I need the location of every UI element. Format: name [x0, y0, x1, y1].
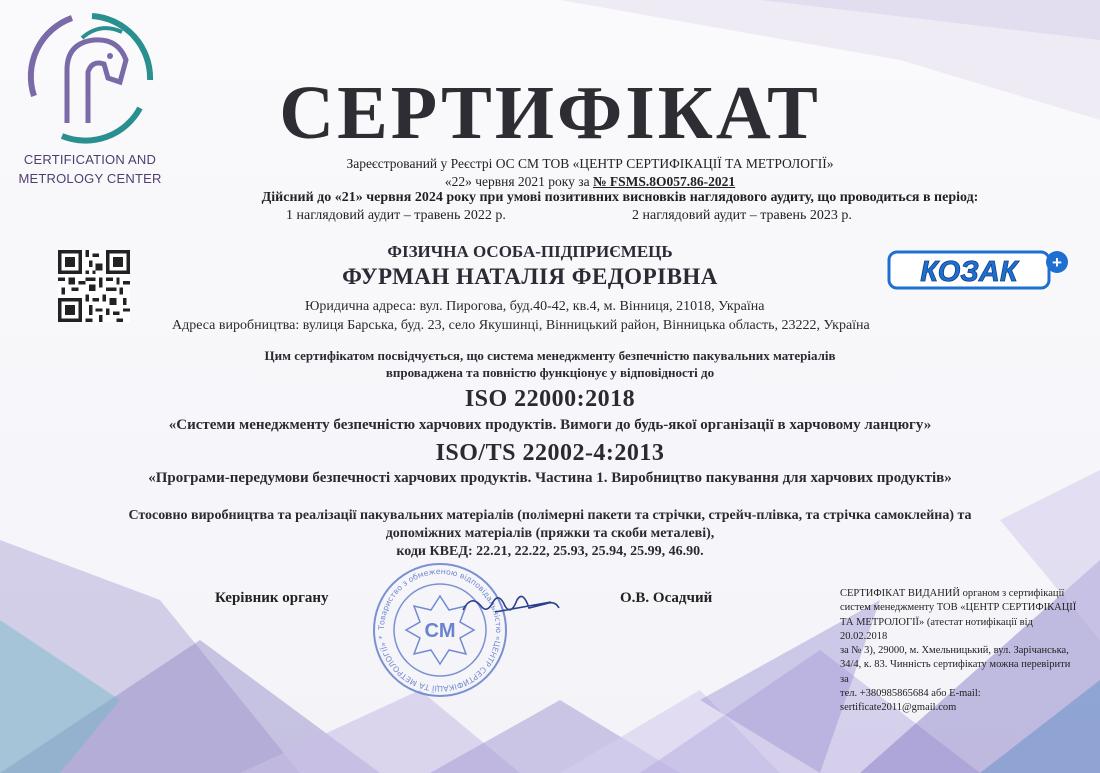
issued-by-block — [840, 587, 1080, 716]
legal-address: Юридична адреса: вул. Пирогова, буд.40-42, кв.4, м. Вінниця, 21018, Україна — [305, 299, 765, 314]
kozak-text: КОЗАК — [920, 256, 1018, 288]
audit-1: 1 наглядовий аудит – травень 2022 р. — [286, 208, 506, 223]
issued-line-7: sertificate2011@gmail.com — [840, 702, 957, 714]
entity-name: ФУРМАН НАТАЛІЯ ФЕДОРІВНА — [342, 264, 718, 289]
standard-title-1: «Системи менеджменту безпечністю харчових продуктів. Вимоги до будь-якої організації в харчовому ланцюгу» — [168, 417, 932, 433]
registration-date: «22» червня 2021 року за — [444, 174, 593, 189]
registration-line-2 — [200, 174, 980, 190]
registration-line-1: Зареєстрований у Реєстрі ОС СМ ТОВ «ЦЕНТР СЕРТИФІКАЦІЇ ТА МЕТРОЛОГІЇ» — [346, 156, 834, 171]
standard-title-2: «Програми-передумови безпечності харчових продуктів. Частина 1. Виробництво пакування для харчових продуктів» — [148, 470, 952, 486]
audit-2: 2 наглядовий аудит – травень 2023 р. — [632, 208, 852, 223]
issued-line-6: тел. +380985865684 або E-mail: — [840, 688, 981, 700]
validity-text: Дійсний до «21» червня 2024 року при умові позитивних висновків наглядового аудиту, що проводиться в період: — [261, 190, 979, 205]
stamp-ring-text: Товариство з обмеженою відповідальністю «ЦЕНТР СЕРТИФІКАЦІЇ ТА МЕТРОЛОГІЇ» * — [376, 566, 504, 694]
signatory-name: О.В. Осадчий — [620, 590, 713, 606]
signature-label: Керівник органу — [215, 590, 329, 606]
certifies-line-2: впроваджена та повністю функціонує у відповідності до — [385, 365, 715, 380]
scope-line-1: Стосовно виробництва та реалізації пакувальних матеріалів (полімерні пакети та стрічки, стрейч-плівка, та стрічка самоклейна) та — [128, 508, 972, 523]
certifies-line-1: Цим сертифікатом посвідчується, що система менеджменту безпечністю пакувальних матеріалів — [264, 348, 836, 363]
logo-line-2: METROLOGY CENTER — [18, 171, 162, 186]
issued-line-2: систем менеджменту ТОВ «ЦЕНТР СЕРТИФІКАЦІЇ — [840, 602, 1077, 614]
handwritten-signature — [455, 588, 565, 623]
production-address: Адреса виробництва: вулиця Барська, буд. 23, село Якушинці, Вінницький район, Вінницька область, 23222, Україна — [172, 318, 870, 333]
kozak-plus: + — [1052, 253, 1062, 272]
standard-code-2: ISO/TS 22002-4:2013 — [435, 440, 665, 466]
issued-line-4: за № 3), 29000, м. Хмельницький, вул. Зарічанська, — [840, 645, 1069, 657]
registration-number: № FSMS.8О057.86-2021 — [592, 174, 736, 189]
entity-type: ФІЗИЧНА ОСОБА-ПІДПРИЄМЕЦЬ — [387, 242, 673, 261]
page-title: СЕРТИФІКАТ — [279, 71, 821, 155]
logo-line-1: CERTIFICATION AND — [23, 152, 157, 167]
issued-line-3: ТА МЕТРОЛОГІЇ» (атестат нотифікації від 20.02.2018 — [840, 616, 1033, 642]
qr-code-icon — [58, 250, 130, 322]
official-stamp — [370, 560, 510, 700]
kozak-brand-logo — [887, 248, 1072, 293]
stamp-center: CM — [424, 620, 456, 642]
standard-code-1: ISO 22000:2018 — [464, 386, 636, 412]
scope-line-2: допоміжних матеріалів (пряжки та скоби металеві), — [385, 526, 715, 541]
issued-line-5: 34/4, к. 83. Чинність сертифікату можна перевірити за — [840, 659, 1071, 685]
scope-line-3: коди КВЕД: 22.21, 22.22, 25.93, 25.94, 25.99, 46.90. — [396, 544, 704, 559]
issued-line-1: СЕРТИФІКАТ ВИДАНИЙ органом з сертифікації — [840, 588, 1065, 599]
